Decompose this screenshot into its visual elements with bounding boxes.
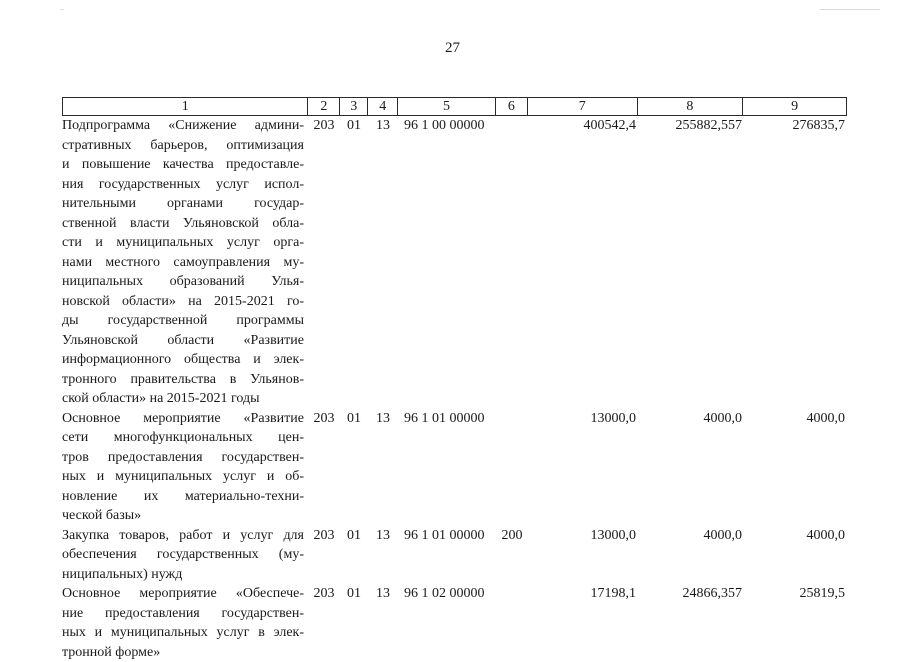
header-cell: 5 — [398, 98, 496, 115]
item-name-line: Подпрограмма «Снижение админи- — [62, 116, 304, 136]
amount-8-cell: 4000,0 — [638, 526, 744, 546]
item-name-line: ды государственной программы — [62, 311, 304, 331]
code-2-cell: 203 — [308, 409, 340, 429]
header-cell: 4 — [368, 98, 398, 115]
code-4-cell: 13 — [368, 526, 398, 546]
item-name-line: ческой базы» — [62, 506, 304, 526]
code-2-cell: 203 — [308, 584, 340, 604]
item-name-line: и повышение качества предоставле- — [62, 155, 304, 175]
header-cell: 9 — [743, 98, 846, 115]
code-5-cell: 96 1 01 00000 — [398, 526, 496, 546]
item-name-line: обеспечения государственных (му- — [62, 545, 304, 565]
item-name-line: нительными органами государ- — [62, 194, 304, 214]
table-row — [62, 526, 847, 585]
amount-9-cell: 4000,0 — [744, 409, 847, 429]
table-row — [62, 116, 847, 409]
table-header-row — [62, 97, 847, 116]
item-name-line: тров предоставления государствен- — [62, 448, 304, 468]
item-name-line: ния государственных услуг испол- — [62, 175, 304, 195]
item-name-line: тронного правительства в Ульянов- — [62, 370, 304, 390]
budget-table — [62, 97, 847, 662]
header-cell: 8 — [638, 98, 744, 115]
code-4-cell: 13 — [368, 409, 398, 429]
item-name-line: ниципальных) нужд — [62, 565, 304, 585]
amount-8-cell: 4000,0 — [638, 409, 744, 429]
amount-7-cell: 400542,4 — [528, 116, 638, 136]
amount-7-cell: 13000,0 — [528, 526, 638, 546]
item-name-line: новской области» на 2015-2021 го- — [62, 292, 304, 312]
header-cell: 7 — [528, 98, 638, 115]
code-2-cell: 203 — [308, 116, 340, 136]
header-cell: 3 — [340, 98, 368, 115]
item-name-line: тронной форме» — [62, 643, 304, 662]
header-cell: 1 — [63, 98, 308, 115]
item-name-line: Ульяновской области «Развитие — [62, 331, 304, 351]
table-body — [62, 116, 847, 662]
amount-8-cell: 255882,557 — [638, 116, 744, 136]
code-3-cell: 01 — [340, 584, 368, 604]
code-3-cell: 01 — [340, 409, 368, 429]
item-name-line: Закупка товаров, работ и услуг для — [62, 526, 304, 546]
amount-9-cell: 4000,0 — [744, 526, 847, 546]
header-cell: 6 — [496, 98, 528, 115]
code-5-cell: 96 1 01 00000 — [398, 409, 496, 429]
item-name-cell — [62, 116, 308, 409]
item-name-cell — [62, 584, 308, 662]
item-name-line: ственной власти Ульяновской обла- — [62, 214, 304, 234]
code-5-cell: 96 1 02 00000 — [398, 584, 496, 604]
amount-7-cell: 13000,0 — [528, 409, 638, 429]
scan-artifact — [820, 9, 880, 10]
item-name-line: информационного общества и элек- — [62, 350, 304, 370]
item-name-line: ниципальных образований Улья- — [62, 272, 304, 292]
item-name-cell — [62, 526, 308, 585]
table-row — [62, 409, 847, 526]
amount-9-cell: 25819,5 — [744, 584, 847, 604]
scan-artifact — [60, 9, 64, 10]
amount-7-cell: 17198,1 — [528, 584, 638, 604]
amount-8-cell: 24866,357 — [638, 584, 744, 604]
header-cell: 2 — [308, 98, 340, 115]
code-5-cell: 96 1 00 00000 — [398, 116, 496, 136]
code-6-cell: 200 — [496, 526, 528, 546]
code-4-cell: 13 — [368, 584, 398, 604]
item-name-line: стративных барьеров, оптимизация — [62, 136, 304, 156]
item-name-cell — [62, 409, 308, 526]
item-name-line: сети многофункциональных цен- — [62, 428, 304, 448]
amount-9-cell: 276835,7 — [744, 116, 847, 136]
code-3-cell: 01 — [340, 116, 368, 136]
item-name-line: нами местного самоуправления му- — [62, 253, 304, 273]
item-name-line: ние предоставления государствен- — [62, 604, 304, 624]
item-name-line: ской области» на 2015-2021 годы — [62, 389, 304, 409]
code-3-cell: 01 — [340, 526, 368, 546]
item-name-line: Основное мероприятие «Обеспече- — [62, 584, 304, 604]
code-2-cell: 203 — [308, 526, 340, 546]
item-name-line: ных и муниципальных услуг и об- — [62, 467, 304, 487]
item-name-line: сти и муниципальных услуг орга- — [62, 233, 304, 253]
table-row — [62, 584, 847, 662]
code-4-cell: 13 — [368, 116, 398, 136]
item-name-line: Основное мероприятие «Развитие — [62, 409, 304, 429]
item-name-line: новление их материально-техни- — [62, 487, 304, 507]
item-name-line: ных и муниципальных услуг в элек- — [62, 623, 304, 643]
page-number: 27 — [0, 40, 905, 57]
